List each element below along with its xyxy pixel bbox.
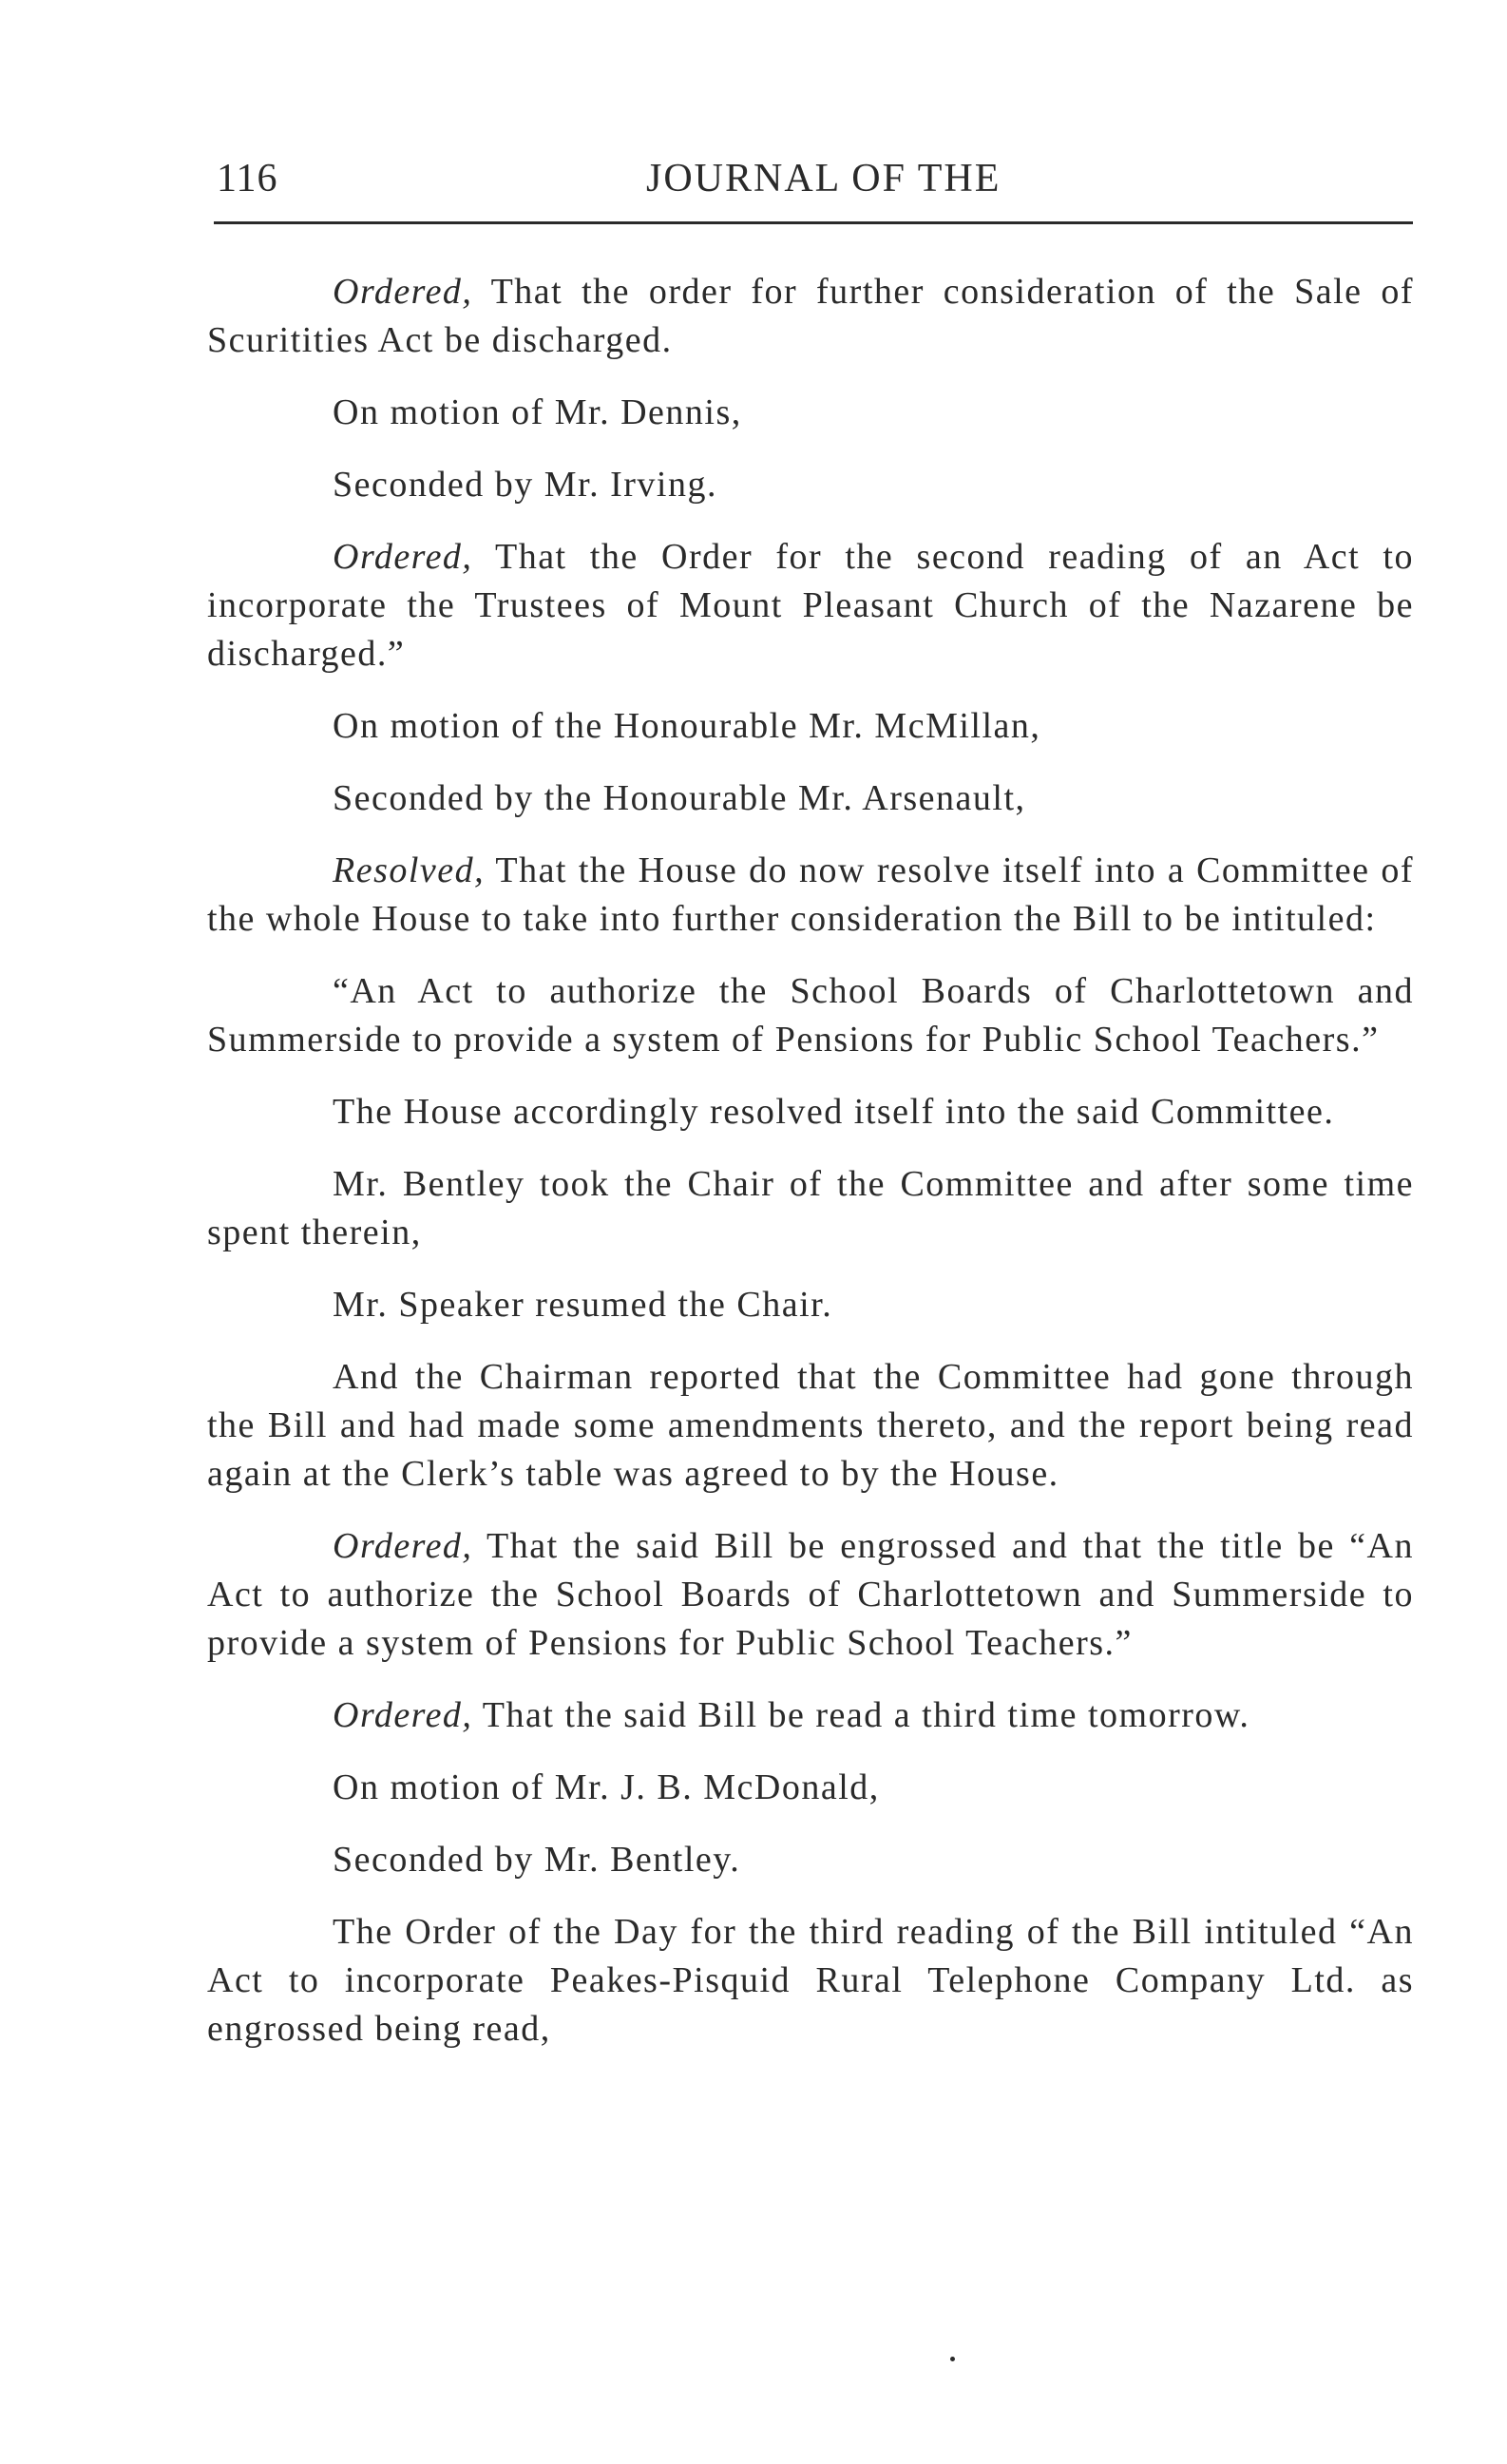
paragraph — [207, 1522, 1414, 1668]
paragraph-lead: Ordered, — [333, 537, 473, 577]
paragraph — [207, 461, 1414, 509]
paragraph-text: On motion of Mr. J. B. McDonald, — [333, 1767, 880, 1807]
paragraph-text: Seconded by Mr. Bentley. — [333, 1840, 741, 1880]
paragraph — [207, 1691, 1414, 1740]
paragraph-text: And the Chairman reported that the Committee had gone through the Bill and had made some amendments thereto, and the report being read again at the Clerk’s table was agreed to by the House. — [207, 1357, 1414, 1494]
paragraph-text: The House accordingly resolved itself into the said Committee. — [333, 1092, 1335, 1132]
paragraph-text: That the said Bill be engrossed and that the title be “An Act to authorize the School Boards of Charlottetown and Summerside to provide a system of Pensions for Public School Teachers.” — [207, 1526, 1414, 1663]
paragraph — [207, 1281, 1414, 1329]
paragraph-lead: Resolved, — [333, 850, 486, 890]
page-number: 116 — [217, 157, 278, 201]
paragraph — [207, 1088, 1414, 1136]
paragraph — [207, 1353, 1414, 1499]
paragraph-text: That the Order for the second reading of an Act to incorporate the Trustees of Mount Pleasant Church of the Nazarene be discharged.” — [207, 537, 1414, 674]
paragraph — [207, 533, 1414, 678]
paragraph — [207, 1764, 1414, 1812]
paragraph-text: “An Act to authorize the School Boards of Charlottetown and Summerside to provide a system of Pensions for Public School Teachers.” — [207, 971, 1414, 1060]
paragraph — [207, 967, 1414, 1064]
paragraph — [207, 847, 1414, 944]
paragraph-text: Mr. Speaker resumed the Chair. — [333, 1285, 833, 1325]
paragraph-text: That the order for further consideration of the Sale of Scuritities Act be discharged. — [207, 272, 1414, 360]
paragraph-lead: Ordered, — [333, 272, 473, 312]
header-rule — [214, 221, 1413, 224]
page-header — [214, 152, 1413, 213]
running-head: JOURNAL OF THE — [646, 157, 1001, 201]
paragraph-text: On motion of the Honourable Mr. McMillan, — [333, 706, 1041, 746]
paragraph-text: That the House do now resolve itself into a Committee of the whole House to take into further consideration the Bill to be intituled: — [207, 850, 1414, 939]
paragraph-lead: Ordered, — [333, 1695, 473, 1735]
paragraph — [207, 1836, 1414, 1884]
paragraph-text: Mr. Bentley took the Chair of the Committee and after some time spent therein, — [207, 1164, 1414, 1252]
paragraph — [207, 1908, 1414, 2053]
paragraph — [207, 389, 1414, 437]
body-text — [207, 268, 1414, 2077]
paragraph-lead: Ordered, — [333, 1526, 473, 1566]
paragraph — [207, 1160, 1414, 1257]
paragraph-text: Seconded by the Honourable Mr. Arsenault, — [333, 778, 1026, 818]
paragraph-text: On motion of Mr. Dennis, — [333, 392, 742, 432]
paragraph — [207, 268, 1414, 365]
paragraph-text: Seconded by Mr. Irving. — [333, 465, 717, 505]
paragraph — [207, 702, 1414, 751]
paragraph-text: That the said Bill be read a third time tomorrow. — [472, 1695, 1250, 1735]
stray-mark — [950, 2357, 955, 2361]
paragraph — [207, 774, 1414, 823]
paragraph-text: The Order of the Day for the third reading of the Bill intituled “An Act to incorporate Peakes-Pisquid Rural Telephone Company Ltd. as engrossed being read, — [207, 1912, 1414, 2049]
